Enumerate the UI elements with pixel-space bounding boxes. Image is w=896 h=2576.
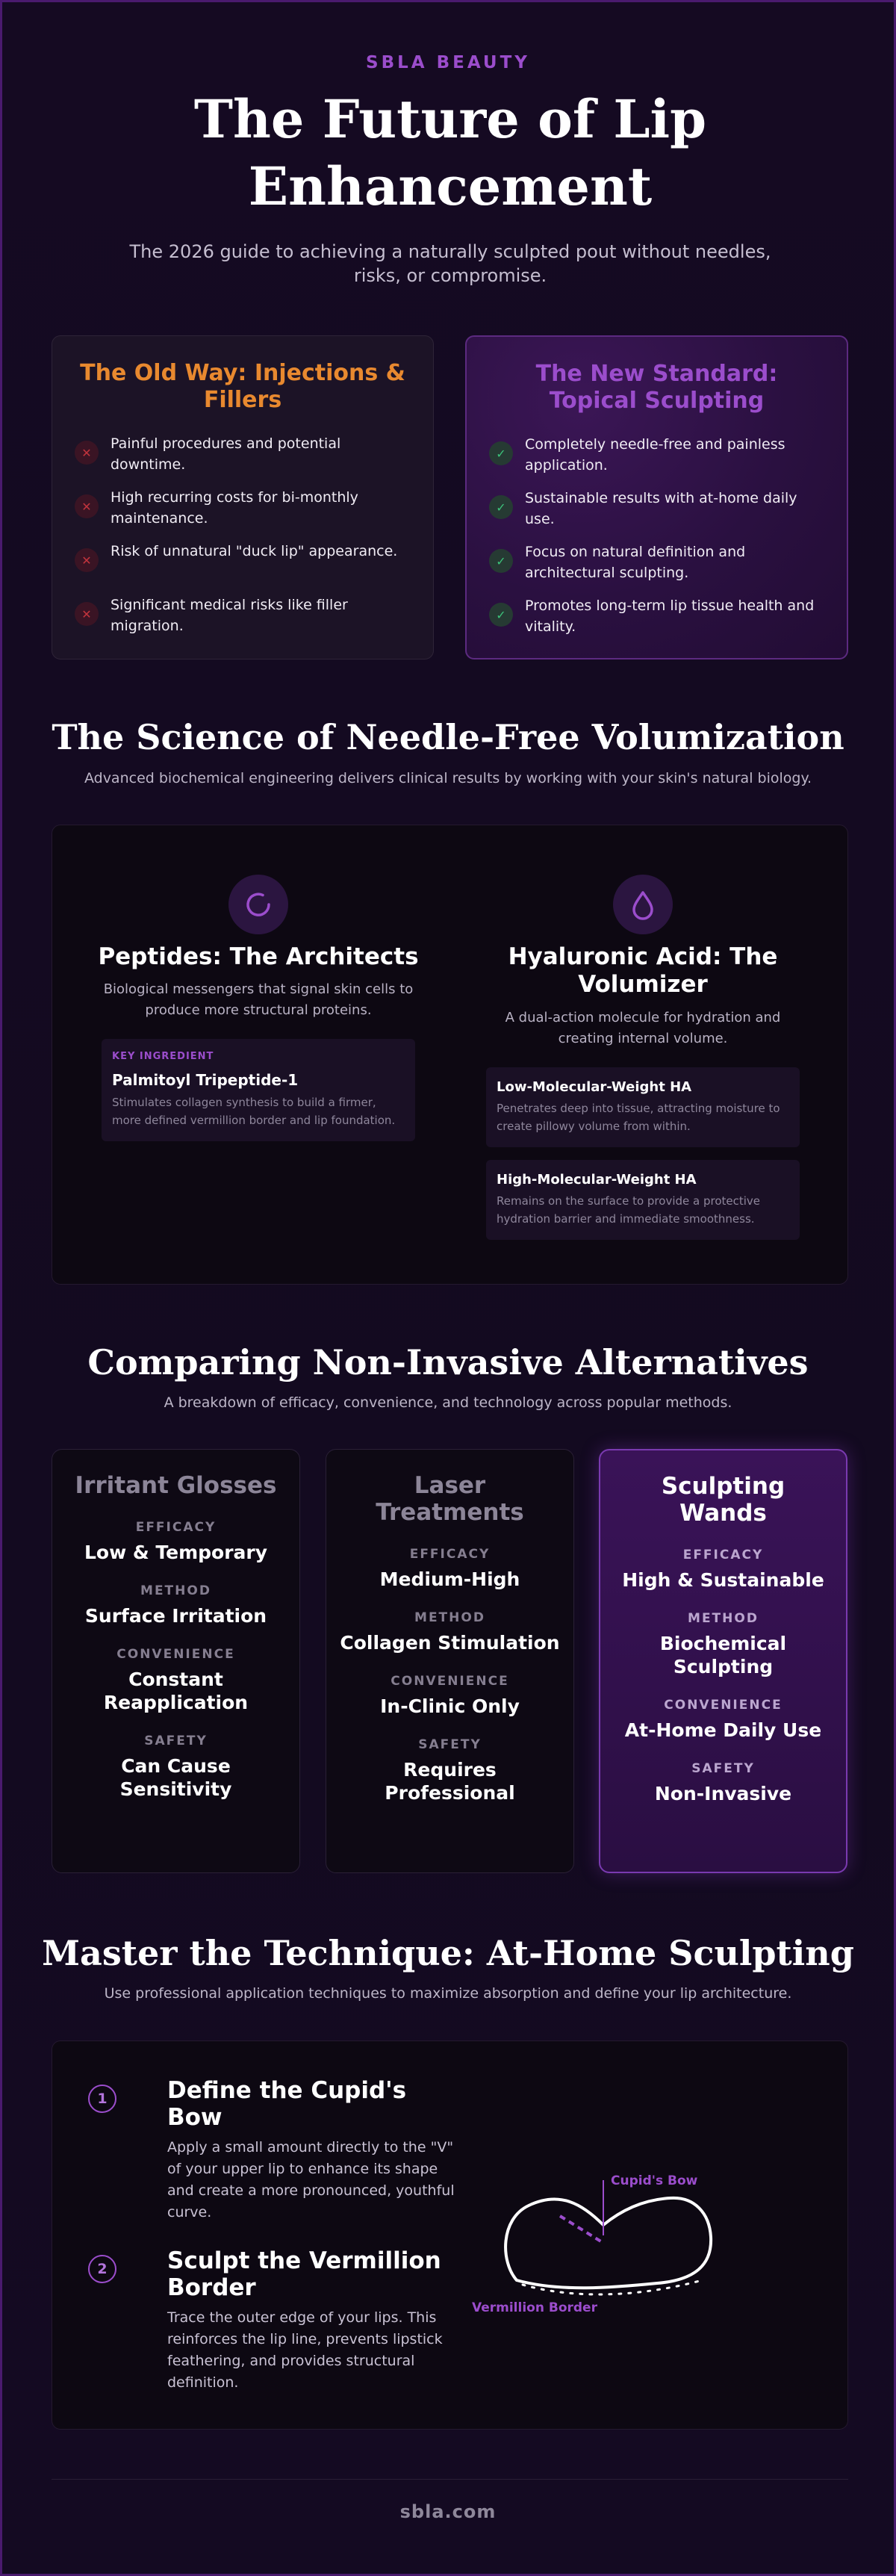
x-mark-icon: ✕ [75,602,99,626]
efficacy-value: Medium-High [379,1568,520,1590]
cupids-bow-label: Cupid's Bow [611,2173,698,2188]
alternative-attributes [64,1520,287,1820]
science-title: The Science of Needle-Free Volumization [52,717,844,757]
efficacy-value: High & Sustainable [622,1569,824,1591]
low-weight-ha-box [486,1067,800,1147]
list-item-text: High recurring costs for bi-monthly maintenance. [111,489,358,527]
key-ingredient-box [102,1039,415,1141]
step-text: Trace the outer edge of your lips. This reinforces the lip line, prevents lipstick feathering, and provides structural definition. [167,2309,443,2391]
old-way-list [75,433,411,648]
droplet-icon [613,875,673,934]
key-ingredient-kicker: KEY INGREDIENT [112,1051,214,1062]
alternative-name: Sculpting Wands [661,1473,785,1527]
list-item [489,488,824,541]
high-weight-ha-box [486,1160,800,1240]
science-panel [52,825,848,1285]
list-item [489,434,824,488]
safety-label: SAFETY [144,1734,208,1748]
safety-label: SAFETY [691,1761,755,1776]
list-item-text: Sustainable results with at-home daily use. [525,490,797,527]
check-mark-icon: ✓ [489,441,513,465]
new-standard-list [489,434,824,649]
safety-label: SAFETY [418,1737,482,1752]
method-value: Surface Irritation [84,1605,267,1627]
high-weight-ha-text: Remains on the surface to provide a protective hydration barrier and immediate smoothness. [497,1194,761,1226]
old-way-title: The Old Way: Injections & Fillers [80,360,405,413]
convenience-label: CONVENIENCE [664,1698,783,1713]
alternative-card-sculpting-wands [599,1449,847,1873]
step-title: Sculpt the Vermillion Border [167,2247,441,2301]
step-text: Apply a small amount directly to the "V" of your upper lip to enhance its shape and create a more pronounced, youthful curve. [167,2139,455,2220]
brand-name: SBLA BEAUTY [366,53,530,72]
list-item [75,487,411,541]
lip-outline [505,2198,711,2288]
alternative-card-irritant-glosses [52,1449,300,1873]
hyaluronic-description: A dual-action molecule for hydration and creating internal volume. [505,1010,781,1046]
technique-panel [52,2040,848,2430]
convenience-label: CONVENIENCE [116,1647,235,1662]
x-mark-icon: ✕ [75,494,99,518]
lip-diagram [470,2153,814,2325]
check-mark-icon: ✓ [489,603,513,627]
method-value: Biochemical Sculpting [659,1633,787,1677]
alternative-card-laser-treatments [326,1449,574,1873]
method-value: Collagen Stimulation [340,1632,560,1654]
list-item-text: Completely needle-free and painless application. [525,436,785,474]
list-item-text: Significant medical risks like filler migration. [111,597,348,634]
safety-value: Requires Professional [385,1759,515,1804]
efficacy-label: EFFICACY [409,1547,491,1562]
hyaluronic-title: Hyaluronic Acid: The Volumizer [508,943,778,998]
peptides-description: Biological messengers that signal skin cells to produce more structural proteins. [103,981,414,1018]
convenience-value: Constant Reapplication [103,1669,249,1713]
vermillion-label: Vermillion Border [472,2300,597,2315]
step-2 [88,2247,443,2404]
step-title: Define the Cupid's Bow [167,2077,407,2131]
list-item [75,541,411,595]
alternatives-subtitle: A breakdown of efficacy, convenience, and technology across popular methods. [164,1394,732,1411]
peptides-title: Peptides: The Architects [98,943,419,970]
new-standard-title: The New Standard: Topical Sculpting [535,361,778,414]
method-label: METHOD [688,1611,759,1626]
list-item-text: Risk of unnatural "duck lip" appearance. [111,543,398,559]
alternatives-title: Comparing Non-Invasive Alternatives [87,1342,809,1382]
list-item [489,541,824,595]
page-title: The Future of Lip Enhancement [193,88,707,217]
page-subtitle: The 2026 guide to achieving a naturally sculpted pout without needles, risks, or compromise. [129,241,771,286]
step-1 [88,2077,455,2226]
convenience-label: CONVENIENCE [391,1674,509,1689]
check-mark-icon: ✓ [489,495,513,519]
list-item [489,595,824,649]
footer-divider [52,2479,848,2480]
alternative-attributes [338,1547,561,1824]
list-item-text: Painful procedures and potential downtime. [111,435,341,473]
old-way-card [52,335,434,659]
safety-value: Can Cause Sensitivity [119,1755,232,1800]
key-ingredient-text: Stimulates collagen synthesis to build a firmer, more defined vermillion border and lip foundation. [112,1096,396,1127]
step-number: 2 [88,2255,116,2283]
high-weight-ha-title: High-Molecular-Weight HA [497,1172,697,1188]
new-standard-card [465,335,848,659]
method-label: METHOD [140,1583,211,1598]
safety-value: Non-Invasive [654,1783,792,1804]
low-weight-ha-title: Low-Molecular-Weight HA [497,1079,692,1095]
step-number: 1 [88,2085,116,2113]
science-subtitle: Advanced biochemical engineering delivers clinical results by working with your skin's natural biology. [84,770,812,786]
list-item [75,595,411,648]
list-item-text: Focus on natural definition and architectural sculpting. [525,544,746,581]
x-mark-icon: ✕ [75,441,99,465]
efficacy-label: EFFICACY [135,1520,217,1535]
convenience-value: In-Clinic Only [380,1695,520,1717]
alternative-name: Irritant Glosses [75,1472,277,1499]
low-weight-ha-text: Penetrates deep into tissue, attracting moisture to create pillowy volume from within. [497,1102,780,1133]
method-label: METHOD [414,1610,485,1625]
check-mark-icon: ✓ [489,549,513,573]
footer-site-link[interactable]: sbla.com [399,2501,497,2522]
list-item [75,433,411,487]
alternative-name: Laser Treatments [376,1472,524,1526]
x-mark-icon: ✕ [75,548,99,572]
alternative-attributes [612,1548,834,1825]
technique-title: Master the Technique: At-Home Sculpting [42,1933,854,1973]
list-item-text: Promotes long-term lip tissue health and vitality. [525,598,815,635]
technique-subtitle: Use professional application techniques to maximize absorption and define your lip architecture. [104,1985,792,2002]
convenience-value: At-Home Daily Use [624,1719,822,1741]
key-ingredient-name: Palmitoyl Tripeptide-1 [112,1071,299,1089]
spiral-icon [228,875,288,934]
efficacy-label: EFFICACY [682,1548,764,1562]
efficacy-value: Low & Temporary [84,1542,268,1563]
